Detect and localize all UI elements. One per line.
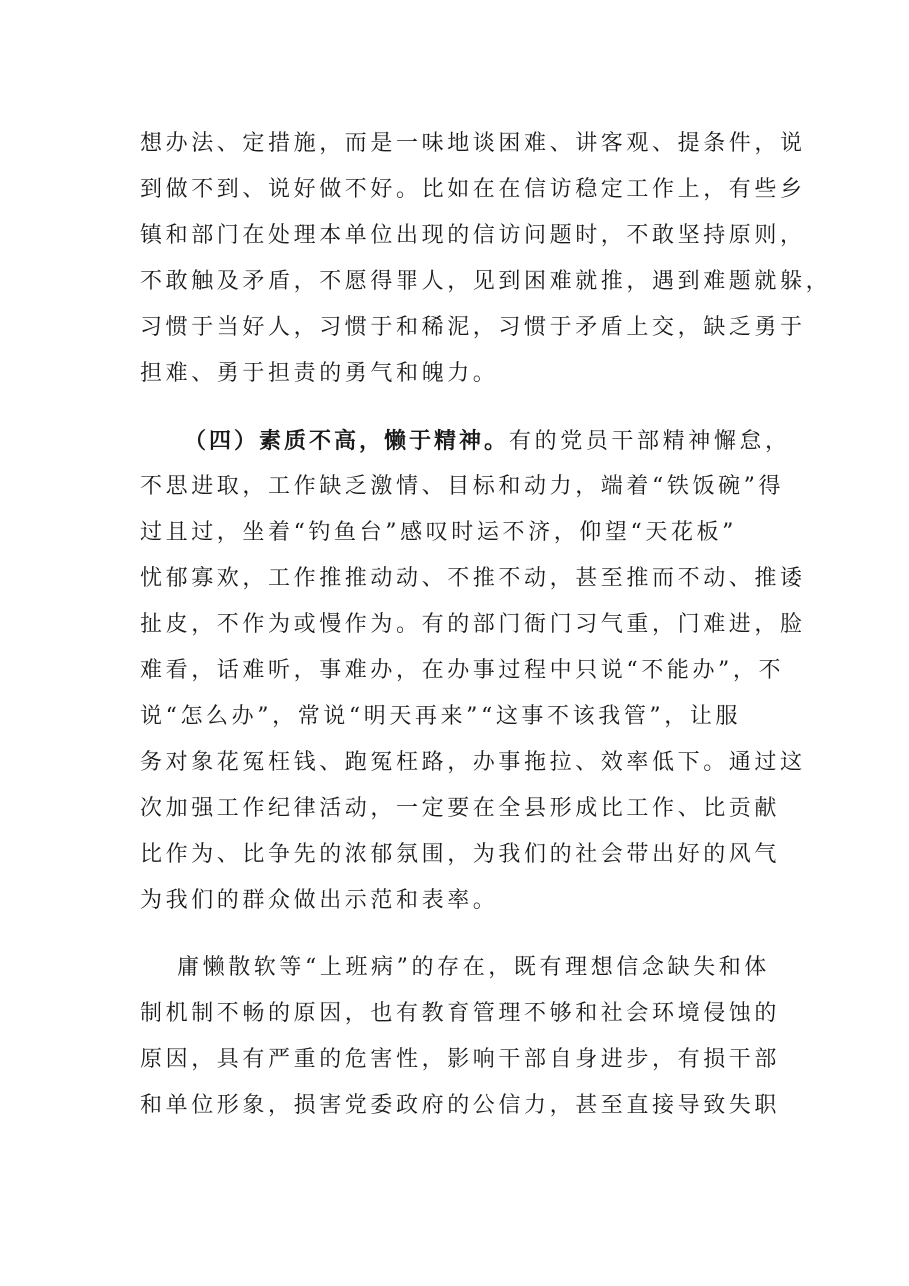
text-line: 说“怎么办”，常说“明天再来”“这事不该我管”，让服 (140, 704, 742, 729)
text-line: 不敢触及矛盾，不愿得罪人，见到困难就推，遇到难题就躲， (140, 269, 832, 294)
section-heading: （四）素质不高，懒于精神。 (184, 428, 510, 454)
text-line: 原因，具有严重的危害性，影响干部自身进步，有损干部 (140, 1047, 781, 1072)
text-line (184, 426, 791, 457)
text-line: 忧郁寡欢，工作推推动动、不推不动，甚至推而不动、推诿 (140, 566, 806, 591)
text-line: 制机制不畅的原因，也有教育管理不够和社会环境侵蚀的 (140, 1001, 781, 1026)
text-line: 务对象花冤枉钱、跑冤枉路，办事拖拉、效率低下。通过这 (140, 750, 806, 775)
text-line: 习惯于当好人，习惯于和稀泥，习惯于矛盾上交，缺乏勇于 (140, 315, 806, 340)
text-line: 比作为、比争先的浓郁氛围，为我们的社会带出好的风气 (140, 842, 781, 867)
text-line: 不思进取，工作缺乏激情、目标和动力，端着“铁饭碗”得 (140, 474, 785, 499)
text-line: 为我们的群众做出示范和表率。 (140, 888, 499, 913)
text-line: 难看，话难听，事难办，在办事过程中只说“不能办”，不 (140, 658, 785, 683)
text-line: 次加强工作纪律活动，一定要在全县形成比工作、比贡献 (140, 796, 781, 821)
text-line: 到做不到、说好做不好。比如在在信访稳定工作上，有些乡 (140, 177, 806, 202)
text-line: 庸懒散软等“上班病”的存在，既有理想信念缺失和体 (177, 955, 770, 980)
text-line: 过且过，坐着“钓鱼台”感叹时运不济，仰望“天花板” (140, 520, 737, 545)
text-line: 想办法、定措施，而是一味地谈困难、讲客观、提条件，说 (140, 131, 806, 156)
text-line: 和单位形象，损害党委政府的公信力，甚至直接导致失职 (140, 1093, 781, 1118)
text-line: 镇和部门在处理本单位出现的信访问题时，不敢坚持原则， (140, 223, 806, 248)
heading-line-rest: 有的党员干部精神懈怠， (509, 429, 791, 454)
text-line: 扯皮，不作为或慢作为。有的部门衙门习气重，门难进，脸 (140, 612, 806, 637)
text-line: 担难、勇于担责的勇气和魄力。 (140, 361, 499, 386)
